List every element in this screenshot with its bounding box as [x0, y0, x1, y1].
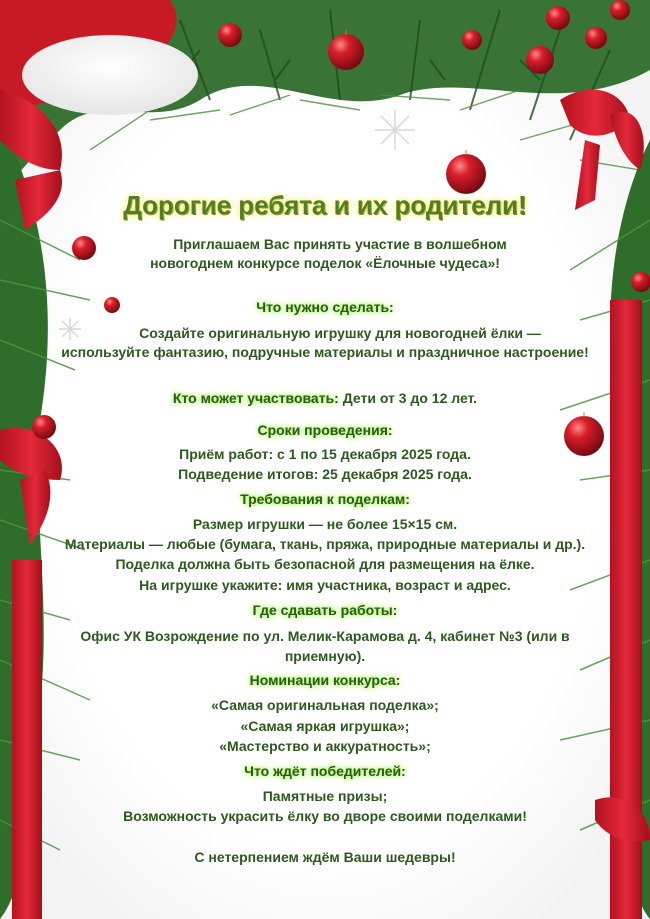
closing-line: С нетерпением ждём Ваши шедевры!	[194, 849, 456, 865]
dates-heading: Сроки проведения:	[257, 422, 393, 438]
dates-line-1: Приём работ: с 1 по 15 декабря 2025 года.	[179, 446, 471, 462]
nominations-heading: Номинации конкурса:	[249, 672, 401, 688]
nomination-item: «Мастерство и аккуратность»;	[219, 738, 431, 754]
participants-line	[0, 390, 650, 407]
task-heading: Что нужно сделать:	[256, 299, 394, 315]
prizes-heading: Что ждёт победителей:	[244, 763, 406, 779]
requirements-heading: Требования к поделкам:	[240, 491, 410, 507]
prize-item: Возможность украсить ёлку во дворе своими поделками!	[123, 808, 527, 824]
intro-line-2: новогоднем конкурсе поделок «Ёлочные чудеса»!	[150, 255, 500, 271]
nomination-item: «Самая оригинальная поделка»;	[211, 697, 439, 713]
submit-heading: Где сдавать работы:	[252, 602, 398, 618]
task-line-1: Создайте оригинальную игрушку для новогодней ёлки —	[139, 325, 541, 341]
requirement-item: Поделка должна быть безопасной для размещения на ёлке.	[115, 556, 535, 572]
participants-heading: Кто может участвовать:	[172, 390, 339, 406]
intro-line-1: Приглашаем Вас принять участие в волшебном	[173, 236, 507, 252]
participants-text: Дети от 3 до 12 лет.	[338, 390, 478, 406]
page-title: Дорогие ребята и их родители!	[123, 190, 527, 220]
submit-line-2: приемную).	[284, 648, 366, 664]
dates-line-2: Подведение итогов: 25 декабря 2025 года.	[178, 466, 472, 482]
requirement-item: Размер игрушки — не более 15×15 см.	[192, 516, 458, 532]
submit-line-1: Офис УК Возрождение по ул. Мелик-Карамова д. 4, кабинет №3 (или в	[80, 628, 570, 644]
requirement-item: На игрушке укажите: имя участника, возраст и адрес.	[139, 577, 511, 593]
nomination-item: «Самая яркая игрушка»;	[240, 718, 410, 734]
requirement-item: Материалы — любые (бумага, ткань, пряжа, природные материалы и др.).	[64, 536, 586, 552]
task-line-2: используйте фантазию, подручные материалы и праздничное настроение!	[61, 344, 589, 360]
prize-item: Памятные призы;	[262, 788, 388, 804]
